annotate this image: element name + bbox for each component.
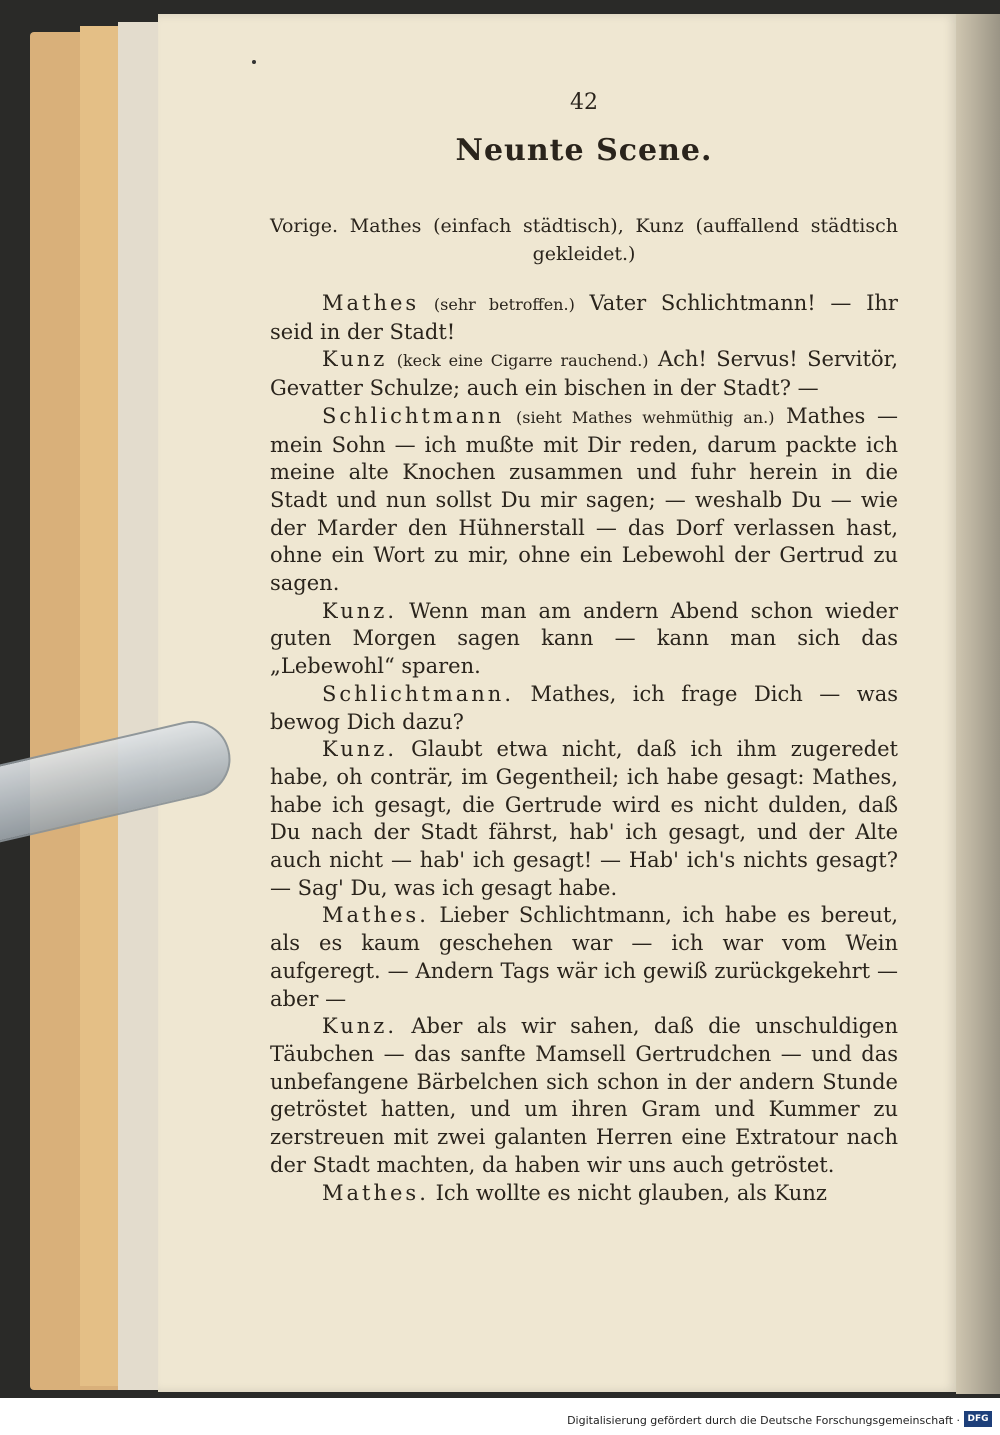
speaker-name: Kunz: [322, 347, 388, 372]
scene-title: Neunte Scene.: [455, 133, 713, 168]
dialogue-text: Vater Schlichtmann! — Ihr seid in der Stadt!: [270, 291, 898, 344]
stage-direction: (sieht Mathes wehmüthig an.): [515, 407, 775, 427]
dialogue-paragraph: [270, 681, 898, 736]
page-content: [270, 90, 898, 1207]
dialogue-text: Lieber Schlichtmann, ich habe es bereut, als es kaum geschehen war — ich war vom Wein aufgeregt. — Andern Tags wär ich gewiß zurückgekehrt — aber —: [270, 903, 898, 1011]
speaker-name: Schlichtmann.: [322, 681, 514, 706]
dialogue-text: Ich wollte es nicht glauben, als Kunz: [435, 1180, 827, 1205]
gutter-shadow: [956, 14, 1000, 1394]
dialogue-paragraph: [270, 346, 898, 402]
dialogue-text: Mathes — mein Sohn — ich mußte mit Dir reden, darum packte ich meine alte Knochen zusammen und fuhr herein in die Stadt und nun sollst Du mir sagen; — weshalb Du — wie der Marder den Hühnerstall — das Dorf verlassen hast, ohne ein Wort zu mir, ohne ein Lebewohl der Gertrud zu sagen.: [270, 403, 898, 596]
speaker-name: Mathes: [322, 291, 420, 315]
footer-credit: Digitalisierung gefördert durch die Deutsche Forschungsgemeinschaft ·: [567, 1414, 960, 1427]
dialogue-text: Glaubt etwa nicht, daß ich ihm zugeredet habe, oh conträr, im Gegentheil; ich habe gesagt: Mathes, habe ich gesagt, die Gertrude wird es nicht dulden, daß Du nach der Stadt fährst, hab' ich gesagt, und der Alte auch nicht — hab' ich gesagt! — Hab' ich's nichts gesagt? — Sag' Du, was ich gesagt habe.: [270, 737, 898, 900]
speaker-name: Mathes.: [322, 1180, 429, 1205]
ink-spot: [252, 60, 256, 64]
dialogue-text: Ach! Servus! Servitör, Gevatter Schulze; auch ein bischen in der Stadt? —: [270, 347, 898, 401]
dialogue-text: Wenn man am andern Abend schon wieder guten Morgen sagen kann — kann man sich das „Lebewohl“ sparen.: [270, 598, 898, 679]
speaker-name: Schlichtmann: [322, 403, 505, 428]
stage-direction: (sehr betroffen.): [433, 295, 575, 314]
dialogue-text: Aber als wir sahen, daß die unschuldigen Täubchen — das sanfte Mamsell Gertrudchen — und das unbefangene Bärbelchen sich schon in der andern Stunde getröstet hatten, und um ihren Gram und Kummer zu zerstreuen mit zwei galanten Herren eine Extratour nach der Stadt machten, da haben wir uns auch getröstet.: [270, 1014, 898, 1177]
dialogue-paragraph: [270, 1013, 898, 1179]
stage-direction: (keck eine Cigarre rauchend.): [396, 351, 649, 371]
cast-list: Vorige. Mathes (einfach städtisch), Kunz (auffallend städtisch gekleidet.): [270, 215, 898, 265]
dialogue-text: Mathes, ich frage Dich — was bewog Dich dazu?: [270, 681, 898, 734]
dialogue-paragraph: [270, 598, 898, 681]
speaker-name: Kunz.: [322, 737, 398, 762]
page-number: 42: [570, 90, 598, 115]
dfg-logo-icon: DFG: [964, 1411, 992, 1427]
speaker-name: Kunz.: [322, 598, 398, 623]
dialogue-paragraph: [270, 1180, 898, 1208]
dialogue-paragraph: [270, 736, 898, 902]
speaker-name: Mathes.: [322, 903, 429, 928]
dialogue-paragraph: [270, 902, 898, 1013]
dialogue-paragraph: [270, 403, 898, 598]
dialogue-paragraph: [270, 290, 898, 346]
speaker-name: Kunz.: [322, 1014, 398, 1039]
dialogue: [270, 290, 898, 1207]
